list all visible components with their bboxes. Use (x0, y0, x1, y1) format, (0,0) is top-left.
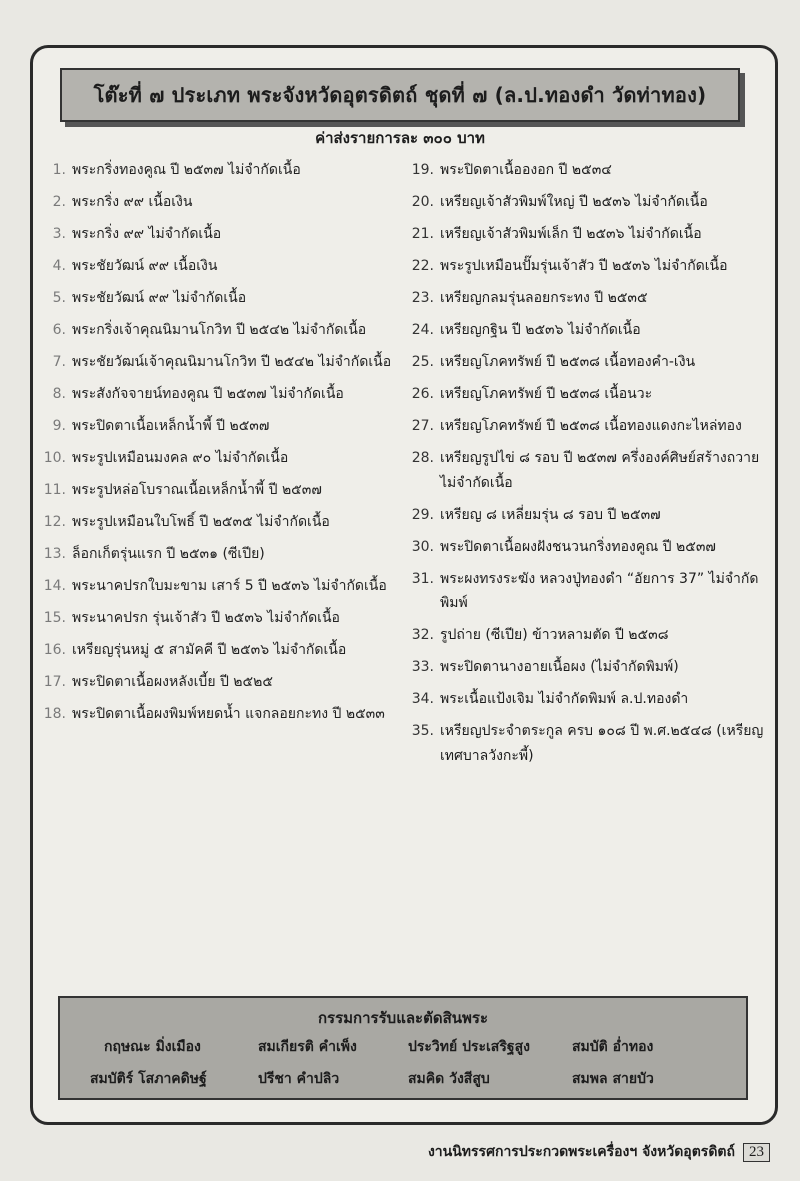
item-text: พระปิดตาเนื้อองอก ปี ๒๕๓๔ (440, 162, 612, 178)
list-item (40, 702, 400, 727)
list-item (40, 670, 400, 695)
item-number: 30. (411, 538, 434, 555)
list-item (408, 318, 768, 343)
list-item (40, 510, 400, 535)
item-number: 9. (52, 418, 66, 434)
item-number: 20. (411, 194, 434, 210)
list-item (40, 574, 400, 599)
list-item (40, 638, 400, 663)
item-text: เหรียญกลมรุ่นลอยกระทง ปี ๒๕๓๕ (440, 290, 648, 306)
item-text: พระปิดตานางอายเนื้อผง (ไม่จำกัดพิมพ์) (440, 659, 679, 675)
item-text: พระนาคปรก รุ่นเจ้าสัว ปี ๒๕๓๖ ไม่จำกัดเนื้อ (72, 610, 340, 626)
committee-member: กฤษณะ มิ่งเมือง (104, 1039, 201, 1055)
item-number: 34. (411, 691, 434, 707)
item-text: พระรูปเหมือนใบโพธิ์ ปี ๒๕๓๕ ไม่จำกัดเนื้อ (72, 514, 330, 530)
item-text: พระรูปเหมือนปั๊มรุ่นเจ้าสัว ปี ๒๕๓๖ ไม่จำกัดเนื้อ (440, 258, 728, 274)
item-number: 21. (411, 226, 434, 242)
item-text: ล็อกเก็ตรุ่นแรก ปี ๒๕๓๑ (ซีเปีย) (72, 546, 265, 562)
item-number: 18. (43, 706, 66, 722)
page-footer (380, 1140, 770, 1164)
item-number: 35. (411, 723, 434, 739)
item-text: พระนาคปรกใบมะขาม เสาร์ 5 ปี ๒๕๓๖ ไม่จำกัดเนื้อ (72, 578, 387, 594)
item-number: 11. (43, 482, 66, 498)
item-text: พระสังกัจจายน์ทองคูณ ปี ๒๕๓๗ ไม่จำกัดเนื้อ (72, 386, 344, 402)
list-item (408, 503, 768, 528)
committee-member: ปรีชา คำปลิว (258, 1071, 340, 1087)
list-item (408, 446, 768, 495)
item-number: 29. (411, 506, 434, 523)
committee-member: สมบัติร์ โสภาคดิษฐ์ (90, 1071, 207, 1087)
committee-box (58, 996, 748, 1100)
item-number: 24. (411, 322, 434, 338)
item-number: 8. (52, 386, 66, 402)
list-item (408, 535, 768, 560)
list-item (40, 414, 400, 439)
shipping-fee-subtitle: ค่าส่งรายการละ ๓๐๐ บาท (315, 129, 485, 147)
item-text: พระรูปหล่อโบราณเนื้อเหล็กน้ำพี้ ปี ๒๕๓๗ (72, 482, 322, 498)
item-number: 17. (43, 674, 66, 690)
list-item (408, 414, 768, 439)
list-item (408, 687, 768, 712)
list-item (408, 350, 768, 375)
item-number: 22. (411, 258, 434, 274)
item-text: เหรียญโภคทรัพย์ ปี ๒๕๓๘ เนื้อทองแดงกะไหล่ทอง (440, 418, 742, 434)
item-text: พระกริ่ง ๙๙ ไม่จำกัดเนื้อ (72, 226, 222, 242)
list-item (40, 382, 400, 407)
item-text: เหรียญกฐิน ปี ๒๕๓๖ ไม่จำกัดเนื้อ (440, 322, 641, 338)
list-item (40, 478, 400, 503)
item-number: 28. (411, 450, 434, 466)
committee-member: สมบัติ อ่ำทอง (572, 1039, 654, 1055)
item-text: พระกริ่ง ๙๙ เนื้อเงิน (72, 194, 193, 210)
list-item (408, 222, 768, 247)
table-title-box (60, 68, 740, 122)
item-number: 10. (43, 450, 66, 466)
right-item-list (408, 158, 768, 776)
item-number: 27. (411, 418, 434, 434)
item-number: 3. (52, 226, 66, 242)
item-number: 31. (411, 570, 434, 587)
item-number: 6. (52, 322, 66, 338)
list-item (40, 350, 400, 375)
item-text: รูปถ่าย (ซีเปีย) ข้าวหลามตัด ปี ๒๕๓๘ (440, 627, 669, 643)
list-item (408, 567, 768, 616)
item-text: เหรียญรูปไข่ ๘ รอบ ปี ๒๕๓๗ ครึ่งองค์ศิษย์สร้างถวาย ไม่จำกัดเนื้อ (440, 450, 760, 491)
list-item (40, 190, 400, 215)
list-item (408, 190, 768, 215)
item-number: 33. (411, 659, 434, 675)
item-number: 23. (411, 290, 434, 306)
item-text: พระเนื้อแป้งเจิม ไม่จำกัดพิมพ์ ล.ป.ทองดำ (440, 691, 689, 707)
item-text: พระชัยวัฒน์ ๙๙ เนื้อเงิน (72, 258, 218, 274)
item-text: พระปิดตาเนื้อเหล็กน้ำพี้ ปี ๒๕๓๗ (72, 418, 270, 434)
committee-title: กรรมการรับและตัดสินพระ (317, 1009, 489, 1027)
list-item (408, 655, 768, 680)
item-number: 15. (43, 610, 66, 626)
item-text: เหรียญเจ้าสัวพิมพ์เล็ก ปี ๒๕๓๖ ไม่จำกัดเนื้อ (440, 226, 702, 242)
list-item (40, 446, 400, 471)
list-item (408, 623, 768, 648)
table-title: โต๊ะที่ ๗ ประเภท พระจังหวัดอุตรดิตถ์ ชุดที่ ๗ (ล.ป.ทองดำ วัดท่าทอง) (93, 83, 707, 107)
item-number: 13. (43, 546, 66, 562)
item-text: พระชัยวัฒน์ ๙๙ ไม่จำกัดเนื้อ (72, 290, 247, 306)
list-item (408, 286, 768, 311)
list-item (40, 606, 400, 631)
item-number: 2. (52, 194, 66, 210)
item-text: เหรียญเจ้าสัวพิมพ์ใหญ่ ปี ๒๕๓๖ ไม่จำกัดเนื้อ (440, 194, 708, 210)
committee-member: สมเกียรติ คำเพ็ง (258, 1039, 357, 1055)
page-number: 23 (743, 1143, 770, 1162)
item-number: 14. (43, 578, 66, 594)
list-item (40, 254, 400, 279)
item-text: เหรียญประจำตระกูล ครบ ๑๐๘ ปี พ.ศ.๒๕๔๘ (เหรียญเทศบาลวังกะพี้) (440, 723, 764, 764)
committee-member: สมพล สายบัว (572, 1071, 654, 1087)
item-number: 16. (43, 642, 66, 658)
left-item-list (40, 158, 400, 734)
item-number: 19. (411, 162, 434, 178)
item-text: พระกริ่งทองคูณ ปี ๒๕๓๗ ไม่จำกัดเนื้อ (72, 162, 301, 178)
list-item (40, 542, 400, 567)
item-number: 7. (52, 354, 66, 370)
list-item (408, 254, 768, 279)
item-number: 12. (43, 514, 66, 530)
list-item (408, 158, 768, 183)
list-item (40, 158, 400, 183)
item-number: 25. (411, 354, 434, 370)
committee-member: สมคิด วังสีสูบ (408, 1071, 490, 1087)
item-text: เหรียญโภคทรัพย์ ปี ๒๕๓๘ เนื้อทองคำ-เงิน (440, 354, 696, 370)
item-text: เหรียญ ๘ เหลี่ยมรุ่น ๘ รอบ ปี ๒๕๓๗ (440, 506, 661, 523)
item-text: เหรียญรุ่นหมู่ ๕ สามัคคี ปี ๒๕๓๖ ไม่จำกัดเนื้อ (72, 642, 347, 658)
item-text: พระรูปเหมือนมงคล ๙๐ ไม่จำกัดเนื้อ (72, 450, 289, 466)
item-number: 1. (52, 162, 66, 178)
item-text: เหรียญโภคทรัพย์ ปี ๒๕๓๘ เนื้อนวะ (440, 386, 653, 402)
item-number: 4. (52, 258, 66, 274)
item-text: พระปิดตาเนื้อผงพิมพ์หยดน้ำ แจกลอยกะทง ปี ๒๕๓๓ (72, 706, 385, 722)
committee-member: ประวิทย์ ประเสริฐสูง (408, 1039, 530, 1055)
list-item (408, 382, 768, 407)
item-text: พระชัยวัฒน์เจ้าคุณนิมานโกวิท ปี ๒๕๔๒ ไม่จำกัดเนื้อ (72, 354, 392, 370)
item-number: 26. (411, 386, 434, 402)
list-item (408, 719, 768, 768)
item-text: พระกริ่งเจ้าคุณนิมานโกวิท ปี ๒๕๔๒ ไม่จำกัดเนื้อ (72, 322, 367, 338)
item-text: พระปิดตาเนื้อผงฝังชนวนกริ่งทองคูณ ปี ๒๕๓๗ (440, 538, 716, 555)
item-text: พระผงทรงระฆัง หลวงปู่ทองดำ “อัยการ 37” ไม่จำกัดพิมพ์ (440, 570, 759, 611)
list-item (40, 222, 400, 247)
item-number: 5. (52, 290, 66, 306)
footer-text: งานนิทรรศการประกวดพระเครื่องฯ จังหวัดอุตรดิตถ์ (427, 1144, 735, 1160)
item-text: พระปิดตาเนื้อผงหลังเบี้ย ปี ๒๕๒๕ (72, 674, 273, 690)
item-number: 32. (411, 627, 434, 643)
list-item (40, 318, 400, 343)
list-item (40, 286, 400, 311)
